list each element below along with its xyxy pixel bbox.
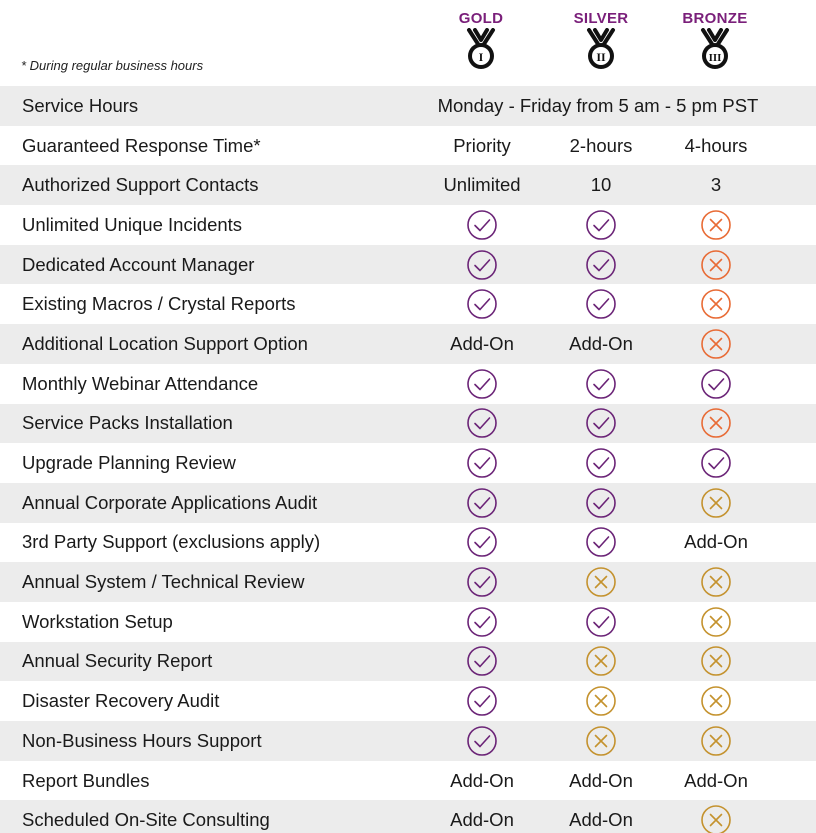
check-circle-icon [466, 249, 498, 281]
bronze-value: 4-hours [684, 134, 748, 156]
gold-value: Unlimited [443, 174, 521, 196]
feature-label: Authorized Support Contacts [22, 174, 259, 196]
gold-cell [422, 443, 542, 483]
gold-cell [422, 483, 542, 523]
gold-cell [422, 562, 542, 602]
gold-value: Add-On [450, 332, 514, 354]
check-circle-icon [466, 447, 498, 479]
silver-cell [541, 681, 661, 721]
tier-bronze-label: BRONZE [682, 10, 748, 27]
gold-value: Add-On [450, 809, 514, 831]
table-row [0, 245, 816, 285]
check-circle-icon [585, 368, 617, 400]
table-row [0, 284, 816, 324]
table-row [0, 404, 816, 444]
table-row [0, 205, 816, 245]
check-circle-icon [466, 685, 498, 717]
feature-label: Dedicated Account Manager [22, 253, 255, 275]
bronze-cell [656, 642, 776, 682]
silver-value: 10 [590, 174, 612, 196]
check-circle-icon [466, 288, 498, 320]
x-circle-icon [700, 328, 732, 360]
silver-cell [541, 523, 661, 563]
table-row [0, 642, 816, 682]
x-circle-icon [585, 566, 617, 598]
bronze-cell [656, 562, 776, 602]
table-row [0, 86, 816, 126]
silver-cell [541, 443, 661, 483]
check-circle-icon [700, 368, 732, 400]
check-circle-icon [700, 447, 732, 479]
bronze-cell [656, 404, 776, 444]
silver-value: 2-hours [569, 134, 633, 156]
bronze-numeral: III [708, 52, 722, 64]
feature-label: Additional Location Support Option [22, 332, 308, 354]
bronze-cell [656, 324, 776, 364]
feature-label: Monthly Webinar Attendance [22, 372, 259, 394]
table-row [0, 126, 816, 166]
bronze-cell [656, 681, 776, 721]
bronze-cell [656, 602, 776, 642]
feature-label: 3rd Party Support (exclusions apply) [22, 531, 321, 553]
table-row [0, 364, 816, 404]
x-circle-icon [700, 645, 732, 677]
gold-cell [422, 245, 542, 285]
gold-cell [422, 284, 542, 324]
table-row [0, 562, 816, 602]
table-row [0, 681, 816, 721]
table-row [0, 324, 816, 364]
x-circle-icon [585, 645, 617, 677]
comparison-table [0, 86, 816, 833]
x-circle-icon [700, 725, 732, 757]
check-circle-icon [466, 645, 498, 677]
check-circle-icon [585, 407, 617, 439]
feature-label: Unlimited Unique Incidents [22, 213, 243, 235]
check-circle-icon [466, 209, 498, 241]
tier-silver-label: SILVER [573, 10, 629, 27]
check-circle-icon [466, 368, 498, 400]
silver-cell [541, 404, 661, 444]
bronze-cell [656, 721, 776, 761]
table-row [0, 443, 816, 483]
footnote: * During regular business hours [21, 58, 204, 73]
silver-cell [541, 205, 661, 245]
gold-cell [422, 721, 542, 761]
table-row [0, 761, 816, 801]
x-circle-icon [700, 566, 732, 598]
table-row [0, 721, 816, 761]
feature-label: Guaranteed Response Time* [22, 134, 261, 156]
silver-value: Add-On [569, 332, 633, 354]
x-circle-icon [700, 209, 732, 241]
bronze-cell [656, 800, 776, 833]
tier-gold-header [426, 10, 536, 72]
gold-cell [422, 642, 542, 682]
bronze-cell [656, 205, 776, 245]
bronze-cell [656, 364, 776, 404]
table-header [0, 0, 816, 86]
bronze-value: Add-On [684, 769, 748, 791]
check-circle-icon [585, 487, 617, 519]
table-row [0, 483, 816, 523]
gold-value: Add-On [450, 769, 514, 791]
table-row [0, 523, 816, 563]
gold-value: Priority [453, 134, 511, 156]
feature-label: Existing Macros / Crystal Reports [22, 293, 296, 315]
gold-cell [422, 523, 542, 563]
feature-label: Workstation Setup [22, 610, 173, 632]
check-circle-icon [585, 209, 617, 241]
bronze-cell [656, 284, 776, 324]
all-tiers-value: Monday - Friday from 5 am - 5 pm PST [437, 94, 759, 116]
gold-cell [422, 681, 542, 721]
check-circle-icon [585, 288, 617, 320]
check-circle-icon [466, 526, 498, 558]
bronze-cell [656, 483, 776, 523]
feature-label: Service Hours [22, 94, 139, 116]
check-circle-icon [466, 487, 498, 519]
table-row [0, 800, 816, 833]
check-circle-icon [466, 606, 498, 638]
gold-cell [422, 205, 542, 245]
x-circle-icon [700, 804, 732, 833]
check-circle-icon [585, 249, 617, 281]
gold-cell [422, 364, 542, 404]
bronze-medal-icon [695, 28, 735, 72]
gold-medal-icon [461, 28, 501, 72]
silver-cell [541, 721, 661, 761]
table-row [0, 165, 816, 205]
gold-cell [422, 602, 542, 642]
feature-label: Disaster Recovery Audit [22, 690, 220, 712]
tier-silver-header [546, 10, 656, 72]
bronze-cell [656, 245, 776, 285]
feature-label: Annual Security Report [22, 650, 213, 672]
x-circle-icon [585, 685, 617, 717]
silver-value: Add-On [569, 809, 633, 831]
feature-label: Scheduled On-Site Consulting [22, 809, 270, 831]
bronze-cell [656, 443, 776, 483]
x-circle-icon [700, 606, 732, 638]
silver-cell [541, 483, 661, 523]
feature-label: Non-Business Hours Support [22, 729, 262, 751]
gold-cell [422, 404, 542, 444]
check-circle-icon [466, 407, 498, 439]
x-circle-icon [700, 249, 732, 281]
feature-label: Upgrade Planning Review [22, 452, 236, 474]
tier-gold-label: GOLD [458, 10, 504, 27]
silver-cell [541, 602, 661, 642]
bronze-value: Add-On [684, 531, 748, 553]
table-row [0, 602, 816, 642]
feature-label: Annual System / Technical Review [22, 571, 305, 593]
x-circle-icon [700, 407, 732, 439]
x-circle-icon [585, 725, 617, 757]
silver-cell [541, 364, 661, 404]
check-circle-icon [585, 606, 617, 638]
silver-cell [541, 284, 661, 324]
x-circle-icon [700, 487, 732, 519]
gold-numeral: I [478, 50, 484, 64]
silver-cell [541, 562, 661, 602]
x-circle-icon [700, 288, 732, 320]
tier-bronze-header [660, 10, 770, 72]
silver-medal-icon [581, 28, 621, 72]
feature-label: Report Bundles [22, 769, 150, 791]
check-circle-icon [466, 725, 498, 757]
silver-numeral: II [596, 50, 606, 64]
silver-value: Add-On [569, 769, 633, 791]
feature-label: Annual Corporate Applications Audit [22, 491, 318, 513]
bronze-value: 3 [710, 174, 722, 196]
x-circle-icon [700, 685, 732, 717]
check-circle-icon [585, 526, 617, 558]
silver-cell [541, 642, 661, 682]
silver-cell [541, 245, 661, 285]
check-circle-icon [585, 447, 617, 479]
check-circle-icon [466, 566, 498, 598]
feature-label: Service Packs Installation [22, 412, 233, 434]
